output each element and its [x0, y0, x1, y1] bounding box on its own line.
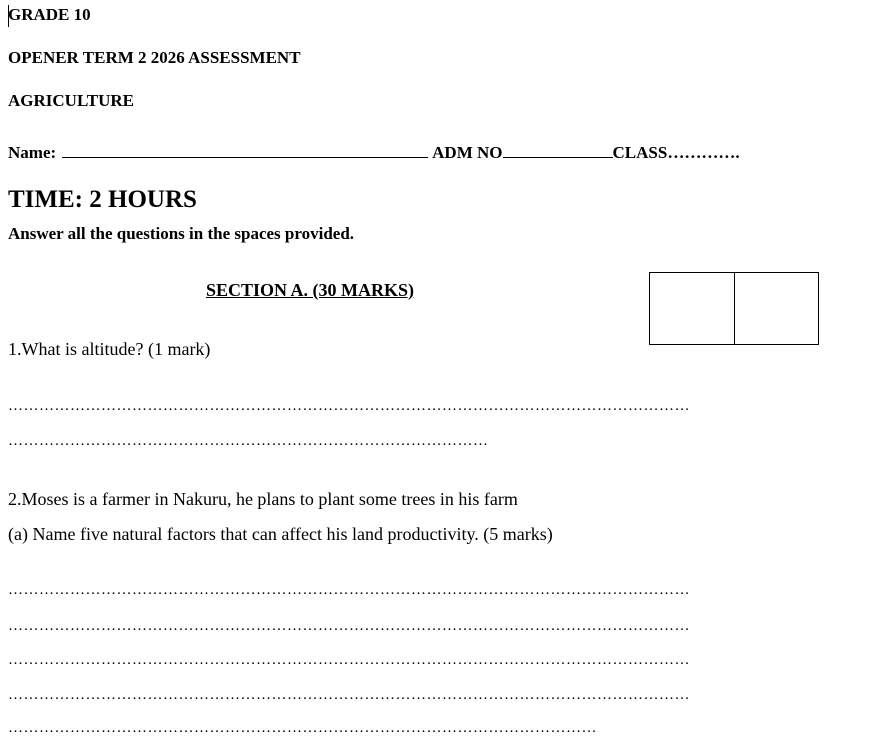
name-label: Name: — [8, 143, 57, 162]
adm-field[interactable] — [503, 141, 613, 158]
class-label: CLASS…………. — [612, 143, 740, 162]
grade-heading: GRADE 10 — [8, 5, 91, 24]
marks-box — [649, 272, 819, 345]
time-heading: TIME: 2 HOURS — [8, 186, 197, 213]
student-info-row — [8, 141, 740, 163]
answer-line[interactable]: …………………………………………………………………………………………………………………… — [8, 687, 690, 703]
answer-line[interactable]: …………………………………………………………………………………………………………………… — [8, 582, 690, 598]
subject-heading: AGRICULTURE — [8, 91, 134, 110]
instructions: Answer all the questions in the spaces provided. — [8, 224, 355, 243]
answer-line[interactable]: ………………………………………………………………………………… — [8, 433, 489, 449]
marks-cell-left — [650, 273, 734, 344]
answer-line[interactable]: …………………………………………………………………………………………………………………… — [8, 652, 690, 668]
marks-cell-right — [734, 273, 819, 344]
answer-line[interactable]: …………………………………………………………………………………………………………………… — [8, 618, 690, 634]
assessment-heading: OPENER TERM 2 2026 ASSESSMENT — [8, 48, 301, 67]
name-field[interactable] — [62, 141, 428, 158]
question-2a: (a) Name five natural factors that can affect his land productivity. (5 marks) — [8, 524, 553, 544]
answer-line[interactable]: …………………………………………………………………………………………………… — [8, 720, 597, 736]
question-2: 2.Moses is a farmer in Nakuru, he plans to plant some trees in his farm — [8, 489, 518, 509]
section-title: SECTION A. (30 MARKS) — [206, 280, 415, 300]
question-1: 1.What is altitude? (1 mark) — [8, 339, 211, 359]
answer-line[interactable]: …………………………………………………………………………………………………………………… — [8, 398, 690, 414]
adm-label: ADM NO — [432, 143, 503, 162]
